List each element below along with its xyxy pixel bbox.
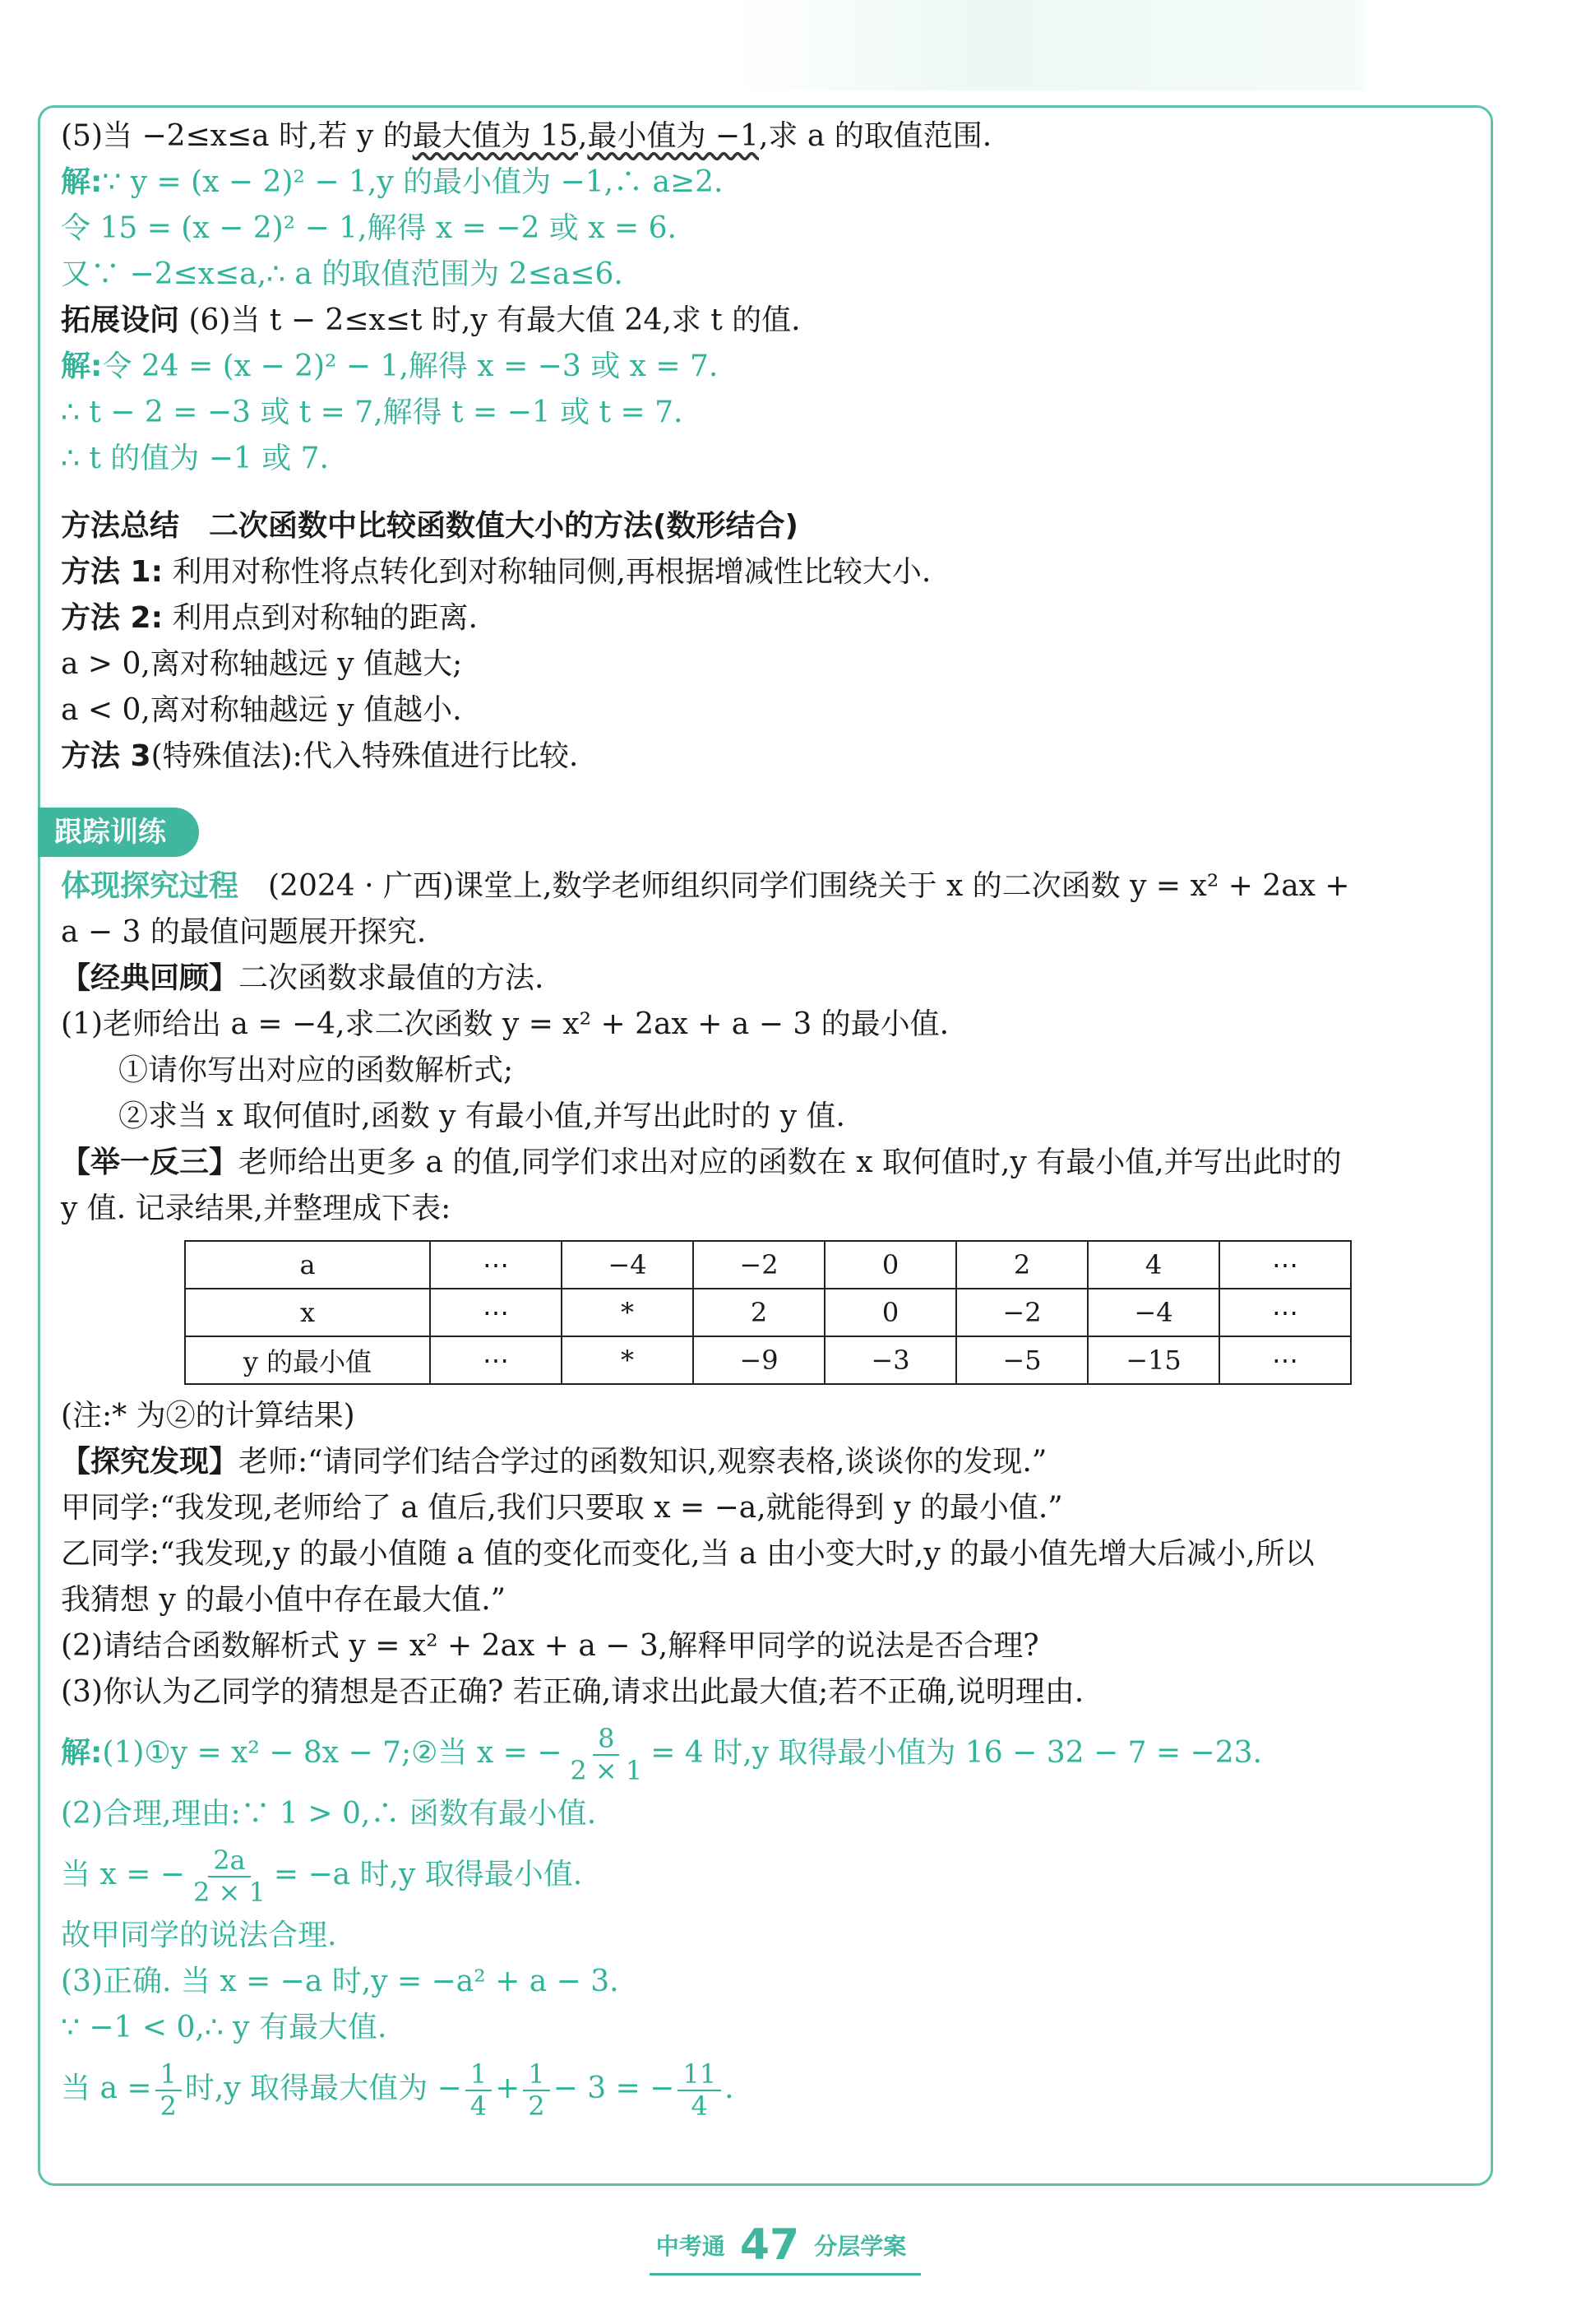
q6-solution-line: ∴ t − 2 = −3 或 t = 7,解得 t = −1 或 t = 7. xyxy=(61,396,683,429)
fraction-denominator: 2 × 1 xyxy=(570,1755,643,1786)
method-1-label: 方法 1: xyxy=(61,555,163,589)
table-row xyxy=(185,1241,1351,1289)
method-2 xyxy=(61,595,1483,641)
solution-2b-result: = −a 时,y 取得最小值. xyxy=(273,1858,583,1891)
table-cell: ⋯ xyxy=(430,1289,562,1336)
table-cell: * xyxy=(562,1289,693,1336)
q6-solution-label: 解: xyxy=(61,350,103,383)
q5-max-condition: 最大值为 15 xyxy=(412,119,578,153)
fraction-denominator: 2 xyxy=(160,2090,177,2122)
plus-sign: + xyxy=(495,2072,520,2105)
solution-1-text: (1)①y = x² − 8x − 7;②当 x = − xyxy=(102,1736,562,1770)
fraction-denominator: 2 xyxy=(528,2090,545,2122)
solution-3c-text: 当 a = xyxy=(61,2072,152,2105)
table-header-cell: x xyxy=(185,1289,430,1336)
method-3-text: (特殊值法):代入特殊值进行比较. xyxy=(150,739,579,773)
solution-part-2b xyxy=(61,1837,1483,1913)
q6-solution-line: ∴ t 的值为 −1 或 7. xyxy=(61,442,330,475)
table-note: (注:* 为②的计算结果) xyxy=(61,1399,355,1433)
fraction xyxy=(188,1845,271,1908)
table-cell: −3 xyxy=(825,1336,956,1384)
table-cell: 0 xyxy=(825,1289,956,1336)
q5-comma: , xyxy=(577,119,588,153)
student-yi-cont: 我猜想 y 的最小值中存在最大值.” xyxy=(61,1583,506,1617)
discover-label: 【探究发现】 xyxy=(61,1445,239,1479)
part-3: (3)你认为乙同学的猜想是否正确? 若正确,请求出此最大值;若不正确,说明理由. xyxy=(61,1675,1084,1709)
fraction-numerator: 1 xyxy=(155,2059,182,2091)
top-decoration xyxy=(724,0,1365,90)
footer-brand: 中考通 xyxy=(655,2233,725,2260)
q5-solution-line xyxy=(61,160,1483,206)
table-cell: 2 xyxy=(956,1241,1088,1289)
q5-solution-label: 解: xyxy=(61,165,103,199)
table-cell: −4 xyxy=(1088,1289,1219,1336)
table-cell: ⋯ xyxy=(1219,1241,1351,1289)
solution-label: 解: xyxy=(61,1736,103,1770)
table-cell: −2 xyxy=(693,1241,825,1289)
table-cell: −4 xyxy=(562,1241,693,1289)
table-row xyxy=(185,1336,1351,1384)
solution-part-2: (2)合理,理由:∵ 1 > 0,∴ 函数有最小值. xyxy=(61,1797,597,1831)
practice-question xyxy=(61,863,1483,910)
fraction xyxy=(155,2059,182,2122)
method-2-case-positive: a > 0,离对称轴越远 y 值越大; xyxy=(61,647,463,681)
method-1 xyxy=(61,549,1483,595)
extend-text-cont: y 值. 记录结果,并整理成下表: xyxy=(61,1192,451,1225)
part-1: (1)老师给出 a = −4,求二次函数 y = x² + 2ax + a − 3 的最小值. xyxy=(61,1007,950,1041)
part-1a: ①请你写出对应的函数解析式; xyxy=(118,1053,514,1087)
solution-part-1 xyxy=(61,1715,1483,1791)
q6-solution-text: 令 24 = (x − 2)² − 1,解得 x = −3 或 x = 7. xyxy=(102,350,719,383)
result-table xyxy=(184,1240,1352,1385)
classic-review-text: 二次函数求最值的方法. xyxy=(238,961,544,995)
q5-question xyxy=(61,113,1483,160)
fraction-denominator: 4 xyxy=(469,2090,488,2122)
summary-title: 方法总结 二次函数中比较函数值大小的方法(数形结合) xyxy=(61,509,798,543)
table-cell: −15 xyxy=(1088,1336,1219,1384)
discover-section xyxy=(61,1439,1483,1485)
footer-rule xyxy=(650,2273,921,2275)
table-cell: −5 xyxy=(956,1336,1088,1384)
part-2: (2)请结合函数解析式 y = x² + 2ax + a − 3,解释甲同学的说法是否合理? xyxy=(61,1629,1039,1663)
q5-solution-line: 又∵ −2≤x≤a,∴ a 的取值范围为 2≤a≤6. xyxy=(61,257,623,291)
q6-question xyxy=(61,298,1483,344)
solution-part-2c: 故甲同学的说法合理. xyxy=(61,1919,337,1952)
practice-question-cont: a − 3 的最值问题展开探究. xyxy=(61,915,427,949)
solution-3c-mid: 时,y 取得最大值为 − xyxy=(184,2072,462,2105)
table-header-cell: a xyxy=(185,1241,430,1289)
method-2-text: 利用点到对称轴的距离. xyxy=(172,601,478,635)
table-cell: 0 xyxy=(825,1241,956,1289)
fraction-denominator: 2 × 1 xyxy=(192,1877,266,1908)
fraction-numerator: 8 xyxy=(593,1724,619,1756)
fraction-numerator: 1 xyxy=(523,2059,549,2091)
classic-review-label: 【经典回顾】 xyxy=(61,961,239,995)
fraction xyxy=(678,2059,721,2122)
table-cell: ⋯ xyxy=(430,1241,562,1289)
fraction-denominator: 4 xyxy=(691,2090,708,2122)
q6-solution-line xyxy=(61,344,1483,390)
method-1-text: 利用对称性将点转化到对称轴同侧,再根据增减性比较大小. xyxy=(172,555,932,589)
q5-solution-line: 令 15 = (x − 2)² − 1,解得 x = −2 或 x = 6. xyxy=(61,211,677,245)
solution-2b-text: 当 x = − xyxy=(61,1858,185,1891)
practice-question-label: 体现探究过程 xyxy=(61,869,239,903)
table-row xyxy=(185,1289,1351,1336)
fraction-numerator: 2a xyxy=(208,1845,250,1877)
table-cell: * xyxy=(562,1336,693,1384)
student-jia: 甲同学:“我发现,老师给了 a 值后,我们只要取 x = −a,就能得到 y 的最小值.” xyxy=(61,1491,1063,1525)
page-content xyxy=(54,113,1483,2127)
table-cell: −2 xyxy=(956,1289,1088,1336)
solution-3c-end: . xyxy=(724,2072,734,2105)
page-footer xyxy=(633,2212,929,2278)
classic-review xyxy=(61,956,1483,1002)
table-cell: ⋯ xyxy=(1219,1336,1351,1384)
extend-section xyxy=(61,1140,1483,1186)
fraction xyxy=(565,1724,647,1786)
table-cell: ⋯ xyxy=(430,1336,562,1384)
q6-text: (6)当 t − 2≤x≤t 时,y 有最大值 24,求 t 的值. xyxy=(188,303,801,337)
q5-prefix: (5)当 −2≤x≤a 时,若 y 的 xyxy=(61,119,413,153)
solution-part-3: (3)正确. 当 x = −a 时,y = −a² + a − 3. xyxy=(61,1965,619,1998)
table-cell: −9 xyxy=(693,1336,825,1384)
page-number: 47 xyxy=(739,2220,800,2270)
table-cell: 2 xyxy=(693,1289,825,1336)
q5-min-condition: 最小值为 −1 xyxy=(587,119,759,153)
student-yi: 乙同学:“我发现,y 的最小值随 a 值的变化而变化,当 a 由小变大时,y 的最小值先增大后减小,所以 xyxy=(61,1537,1315,1571)
solution-part-3c xyxy=(61,2051,1483,2127)
fraction xyxy=(465,2059,492,2122)
solution-3c-tail: − 3 = − xyxy=(553,2072,675,2105)
part-1b: ②求当 x 取何值时,函数 y 有最小值,并写出此时的 y 值. xyxy=(118,1100,845,1133)
method-2-label: 方法 2: xyxy=(61,601,163,635)
practice-tag: 跟踪训练 xyxy=(38,808,199,857)
table-cell: 4 xyxy=(1088,1241,1219,1289)
solution-part-3b: ∵ −1 < 0,∴ y 有最大值. xyxy=(61,2011,387,2044)
practice-header xyxy=(54,801,1483,863)
method-3-label: 方法 3 xyxy=(61,739,151,773)
solution-1-result: = 4 时,y 取得最小值为 16 − 32 − 7 = −23. xyxy=(650,1736,1262,1770)
q6-label: 拓展设问 xyxy=(61,303,180,337)
q5-solution-text: ∵ y = (x − 2)² − 1,y 的最小值为 −1,∴ a≥2. xyxy=(102,165,724,199)
practice-question-text: (2024 · 广西)课堂上,数学老师组织同学们围绕关于 x 的二次函数 y = x² + 2ax + xyxy=(238,869,1350,903)
extend-label: 【举一反三】 xyxy=(61,1146,239,1179)
table-cell: ⋯ xyxy=(1219,1289,1351,1336)
footer-series: 分层学案 xyxy=(814,2233,907,2260)
q5-suffix: ,求 a 的取值范围. xyxy=(758,119,992,153)
method-3 xyxy=(61,734,1483,780)
extend-text: 老师给出更多 a 的值,同学们求出对应的函数在 x 取何值时,y 有最小值,并写出此时的 xyxy=(238,1146,1342,1179)
fraction-numerator: 11 xyxy=(678,2059,721,2091)
method-2-case-negative: a < 0,离对称轴越远 y 值越小. xyxy=(61,693,462,727)
discover-text: 老师:“请同学们结合学过的函数知识,观察表格,谈谈你的发现.” xyxy=(238,1445,1047,1479)
table-header-cell: y 的最小值 xyxy=(185,1336,430,1384)
fraction xyxy=(523,2059,549,2122)
fraction-numerator: 1 xyxy=(465,2059,492,2091)
